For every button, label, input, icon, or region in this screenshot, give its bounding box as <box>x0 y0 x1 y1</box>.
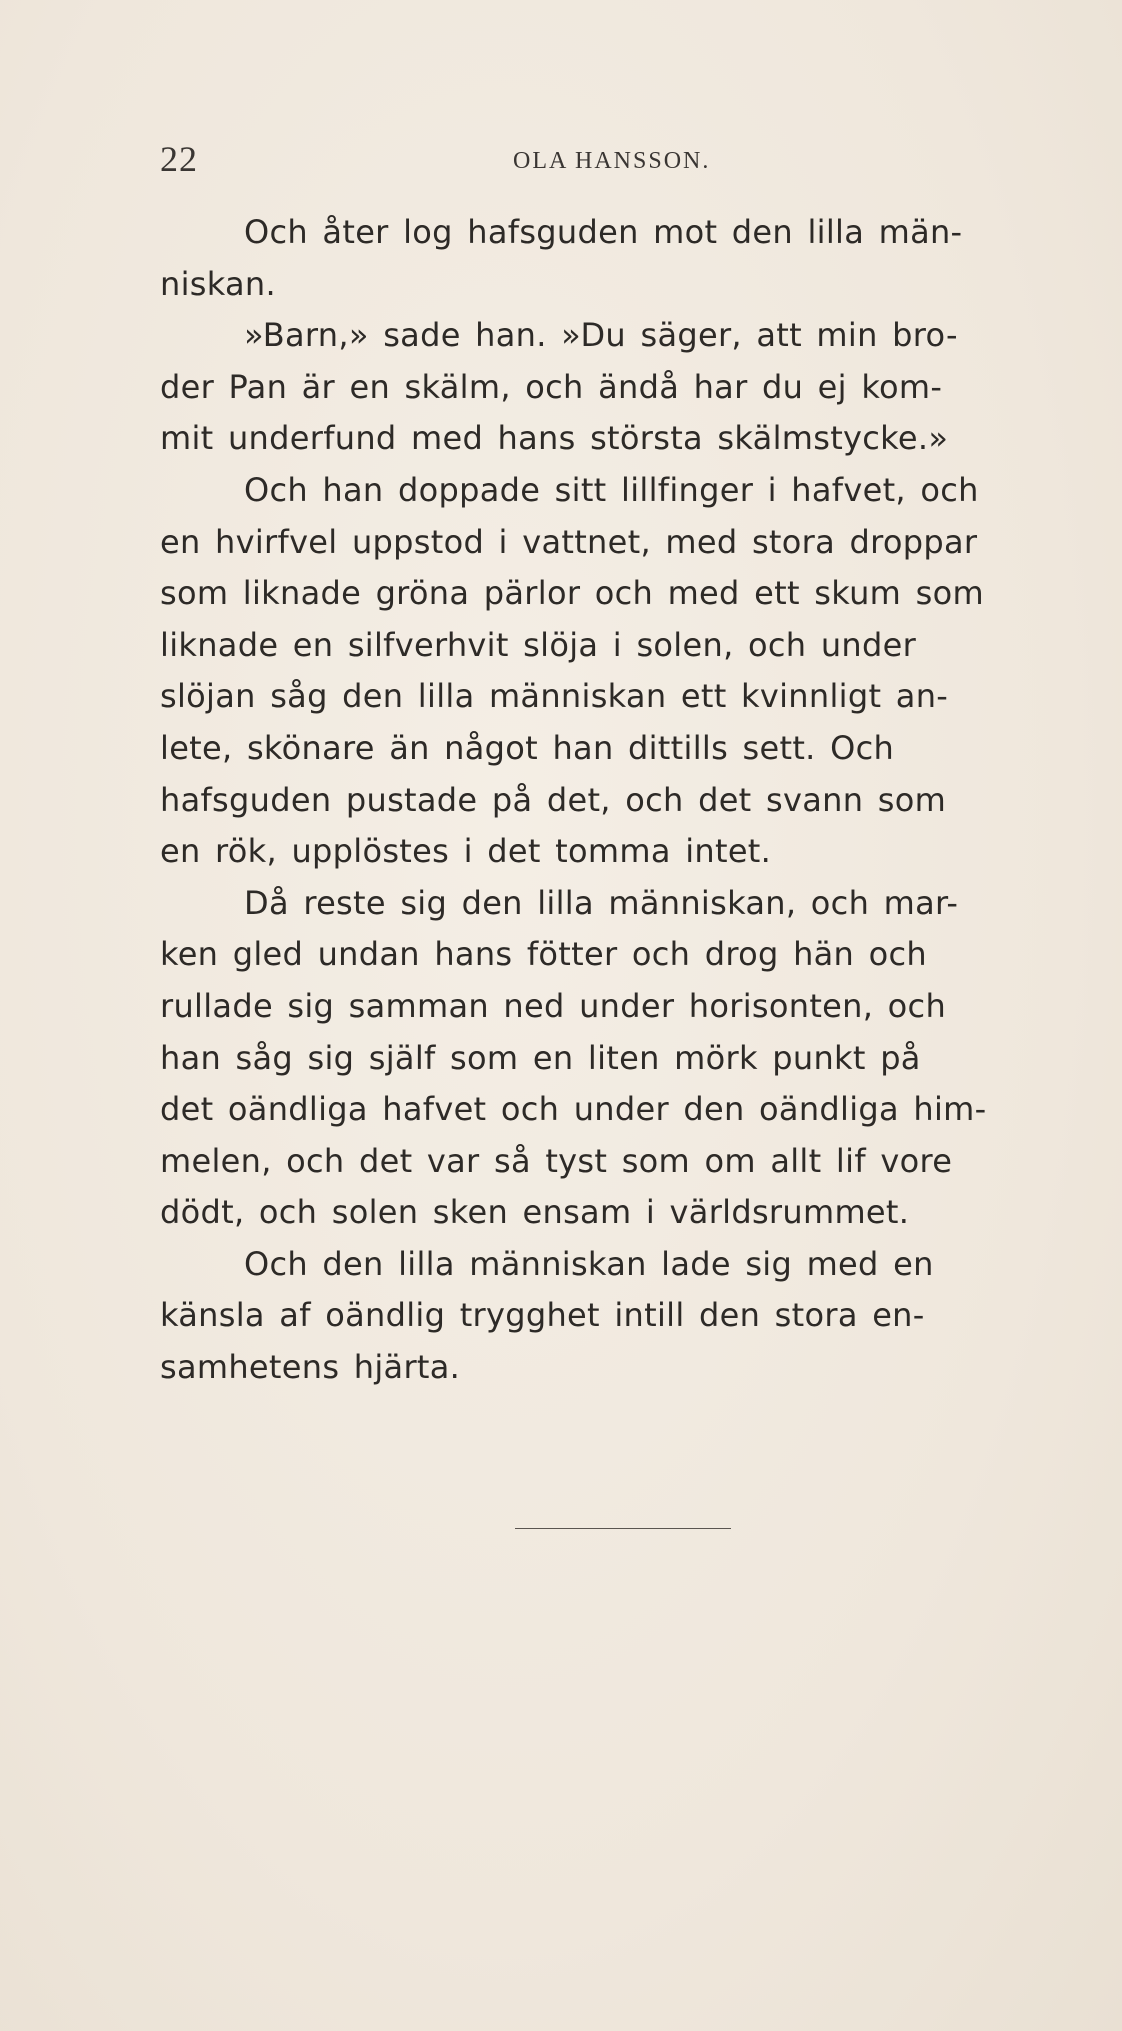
text-line: som liknade gröna pärlor och med ett skum som <box>160 574 984 613</box>
text-line: det oändliga hafvet och under den oändliga him- <box>160 1090 987 1129</box>
text-line: liknade en silfverhvit slöja i solen, och under <box>160 625 917 664</box>
text-line: Då reste sig den lilla människan, och mar- <box>244 883 959 922</box>
text-line: der Pan är en skälm, och ändå har du ej kom- <box>160 367 943 406</box>
text-line: samhetens hjärta. <box>160 1348 461 1387</box>
text-line: han såg sig själf som en liten mörk punkt på <box>160 1038 921 1077</box>
running-title: OLA HANSSON. <box>513 148 711 174</box>
text-line: en rök, upplöstes i det tomma intet. <box>160 832 772 871</box>
text-line: hafsguden pustade på det, och det svann som <box>160 780 947 819</box>
text-line: niskan. <box>160 264 276 303</box>
text-line: dödt, och solen sken ensam i världsrummet. <box>160 1193 910 1232</box>
text-line: en hvirfvel uppstod i vattnet, med stora droppar <box>160 522 978 561</box>
page-number: 22 <box>160 139 198 179</box>
section-end-rule <box>515 1528 731 1529</box>
running-head <box>160 138 780 178</box>
text-line: mit underfund med hans största skälmstycke.» <box>160 419 949 458</box>
text-line: känsla af oändlig trygghet intill den stora en- <box>160 1296 925 1335</box>
text-line: Och åter log hafsguden mot den lilla män- <box>244 213 963 251</box>
text-line: lete, skönare än något han dittills sett. Och <box>160 728 895 767</box>
text-line: »Barn,» sade han. »Du säger, att min bro- <box>244 316 958 355</box>
text-line: Och den lilla människan lade sig med en <box>244 1244 934 1283</box>
text-line: rullade sig samman ned under horisonten, och <box>160 986 947 1025</box>
text-line: Och han doppade sitt lillfinger i hafvet, och <box>244 470 979 509</box>
text-line: melen, och det var så tyst som om allt lif vore <box>160 1141 953 1180</box>
body-text <box>160 207 1096 1394</box>
text-line: slöjan såg den lilla människan ett kvinnligt an- <box>160 677 949 716</box>
text-line: ken gled undan hans fötter och drog hän och <box>160 935 927 974</box>
